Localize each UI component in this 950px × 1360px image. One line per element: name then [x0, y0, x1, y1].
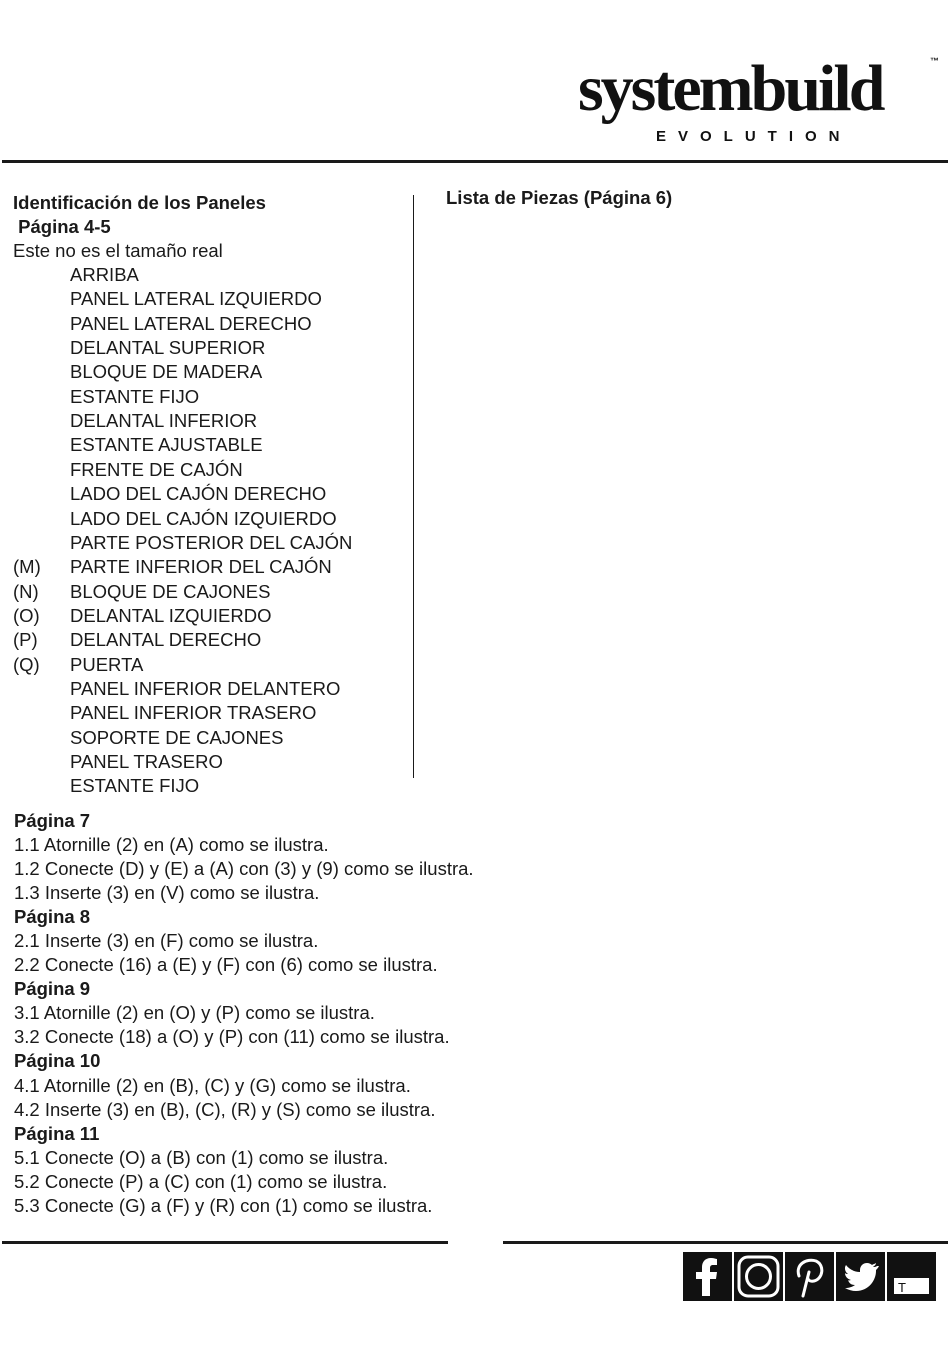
panel-name: SOPORTE DE CAJONES: [70, 727, 284, 748]
header-rule: [2, 160, 948, 163]
panel-name: DELANTAL INFERIOR: [70, 410, 258, 431]
panel-name: PARTE INFERIOR DEL CAJÓN: [70, 556, 332, 577]
instruction-step: 1.1 Atornille (2) en (A) como se ilustra.: [14, 834, 329, 855]
panel-name: LADO DEL CAJÓN IZQUIERDO: [70, 508, 337, 529]
tumblr-icon[interactable]: [887, 1252, 936, 1301]
panel-name: PANEL TRASERO: [70, 751, 223, 772]
instruction-step: 5.2 Conecte (P) a (C) con (1) como se ilustra.: [14, 1171, 388, 1192]
instruction-page-heading: Página 8: [14, 906, 91, 927]
panel-id: (M): [13, 556, 41, 577]
panel-name: ESTANTE AJUSTABLE: [70, 434, 263, 455]
logo-subtitle: EVOLUTION: [656, 128, 852, 145]
brand-logo: [578, 52, 944, 152]
instruction-step: 2.2 Conecte (16) a (E) y (F) con (6) como se ilustra.: [14, 954, 438, 975]
panel-name: FRENTE DE CAJÓN: [70, 459, 243, 480]
logo-wordmark: systembuild: [578, 52, 883, 125]
panel-id: (N): [13, 581, 39, 602]
instruction-page-heading: Página 10: [14, 1050, 101, 1071]
logo-trademark: ™: [930, 56, 939, 66]
panel-name: PARTE POSTERIOR DEL CAJÓN: [70, 532, 353, 553]
panel-id: (Q): [13, 654, 40, 675]
social-links: [683, 1252, 936, 1302]
column-divider: [413, 195, 414, 778]
panel-name: LADO DEL CAJÓN DERECHO: [70, 483, 327, 504]
panel-name: PANEL INFERIOR DELANTERO: [70, 678, 341, 699]
instruction-page-heading: Página 7: [14, 810, 91, 831]
panel-id-heading: Identificación de los Paneles: [13, 192, 266, 213]
panel-name: ESTANTE FIJO: [70, 775, 200, 796]
panel-name: PUERTA: [70, 654, 144, 675]
panel-name: ARRIBA: [70, 264, 139, 285]
twitter-icon[interactable]: [836, 1252, 885, 1301]
panel-name: PANEL INFERIOR TRASERO: [70, 702, 317, 723]
panel-name: BLOQUE DE MADERA: [70, 361, 263, 382]
footer-rule-left: [2, 1241, 448, 1244]
instruction-step: 2.1 Inserte (3) en (F) como se ilustra.: [14, 930, 319, 951]
instagram-icon[interactable]: [734, 1252, 783, 1301]
panel-id: (P): [13, 629, 38, 650]
instruction-page-heading: Página 11: [14, 1123, 100, 1144]
instruction-step: 1.3 Inserte (3) en (V) como se ilustra.: [14, 882, 320, 903]
panel-name: DELANTAL DERECHO: [70, 629, 262, 650]
svg-text:T: T: [898, 1280, 906, 1295]
instruction-step: 4.1 Atornille (2) en (B), (C) y (G) como se ilustra.: [14, 1075, 411, 1096]
instruction-step: 3.1 Atornille (2) en (O) y (P) como se ilustra.: [14, 1002, 375, 1023]
instruction-page-heading: Página 9: [14, 978, 91, 999]
instruction-step: 4.2 Inserte (3) en (B), (C), (R) y (S) como se ilustra.: [14, 1099, 436, 1120]
pinterest-icon[interactable]: [785, 1252, 834, 1301]
panel-name: DELANTAL SUPERIOR: [70, 337, 266, 358]
panel-name: BLOQUE DE CAJONES: [70, 581, 271, 602]
panel-name: PANEL LATERAL DERECHO: [70, 313, 312, 334]
instruction-step: 3.2 Conecte (18) a (O) y (P) con (11) como se ilustra.: [14, 1026, 450, 1047]
panel-name: DELANTAL IZQUIERDO: [70, 605, 272, 626]
footer-rule-right: [503, 1241, 948, 1244]
panel-name: ESTANTE FIJO: [70, 386, 200, 407]
parts-list-heading: Lista de Piezas (Página 6): [446, 187, 673, 208]
instruction-step: 1.2 Conecte (D) y (E) a (A) con (3) y (9) como se ilustra.: [14, 858, 474, 879]
size-note: Este no es el tamaño real: [13, 240, 223, 261]
facebook-icon[interactable]: [683, 1252, 732, 1301]
panel-name: PANEL LATERAL IZQUIERDO: [70, 288, 322, 309]
instruction-step: 5.1 Conecte (O) a (B) con (1) como se ilustra.: [14, 1147, 389, 1168]
panel-id: (O): [13, 605, 40, 626]
instruction-step: 5.3 Conecte (G) a (F) y (R) con (1) como se ilustra.: [14, 1195, 433, 1216]
panel-id-subheading: Página 4-5: [13, 216, 111, 237]
